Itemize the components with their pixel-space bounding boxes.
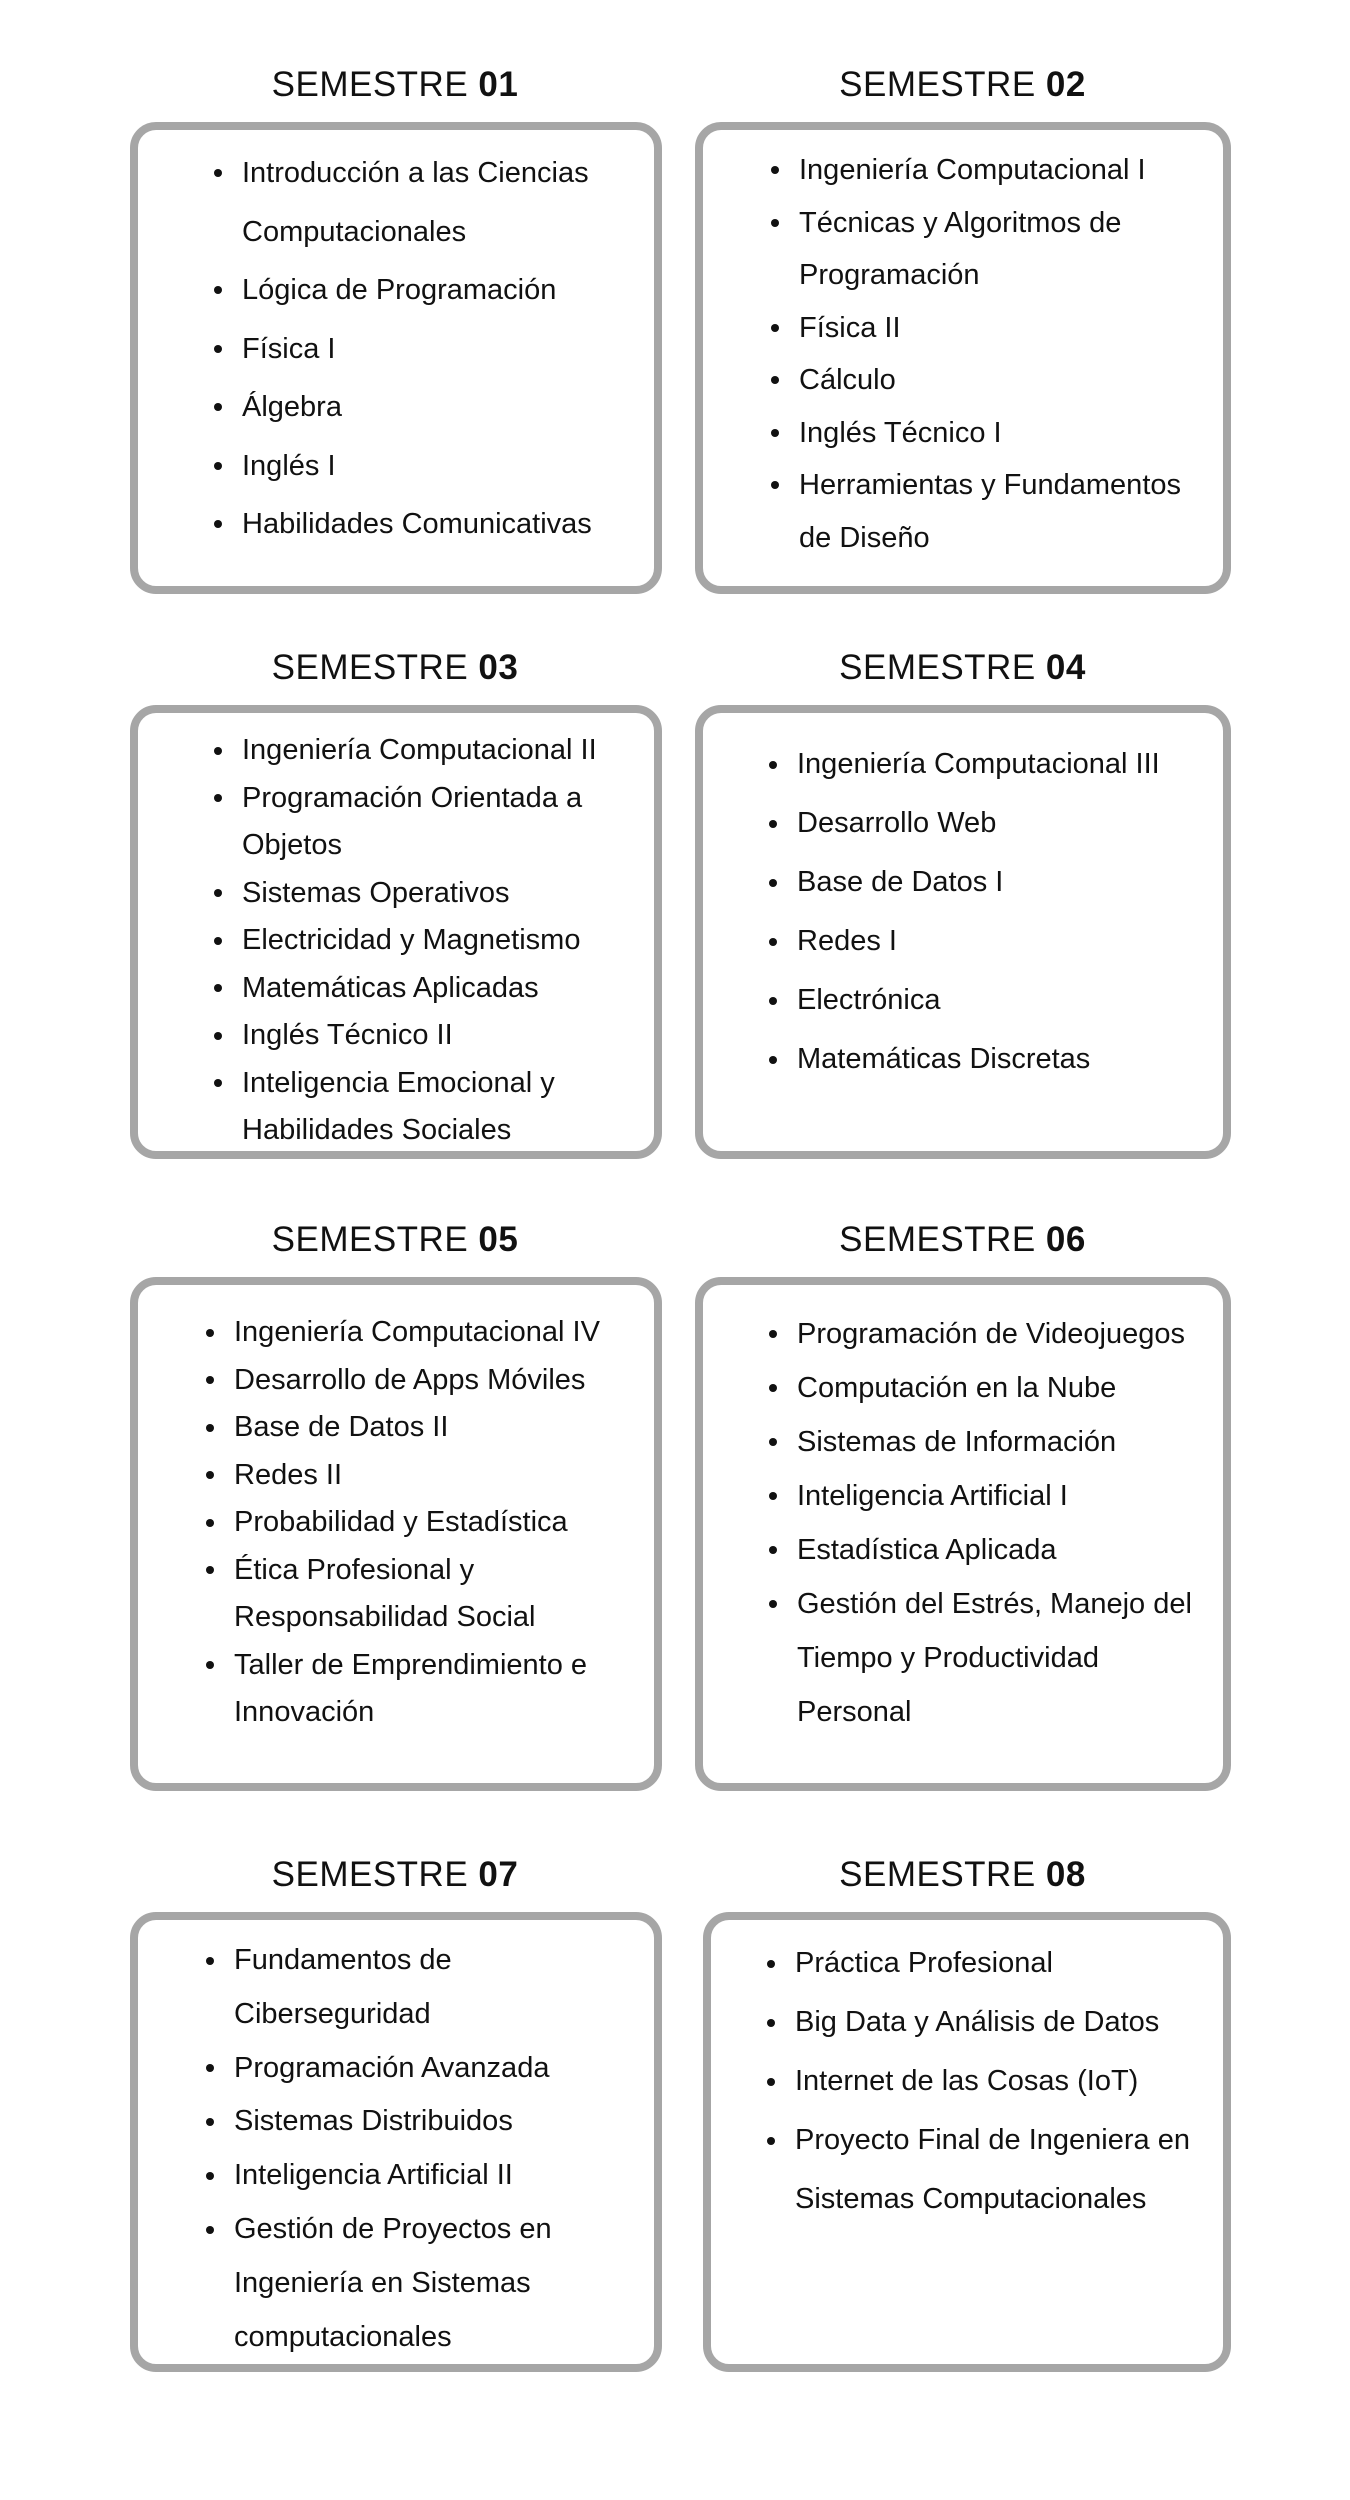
course-item: Gestión del Estrés, Manejo del Tiempo y Productividad Personal: [765, 1577, 1199, 1739]
course-item: Electrónica: [765, 971, 1199, 1030]
semester-label: SEMESTRE: [271, 1855, 469, 1894]
course-item: Gestión de Proyectos en Ingeniería en Sistemas computacionales: [202, 2203, 630, 2364]
course-item: Ingeniería Computacional III: [765, 735, 1199, 794]
semester-number: 08: [1045, 1855, 1086, 1894]
course-list: [202, 1934, 630, 2364]
semester-label: SEMESTRE: [271, 648, 469, 687]
semester-card-01: [130, 122, 662, 594]
semester-label: SEMESTRE: [271, 1220, 469, 1259]
course-item: Proyecto Final de Ingeniera en Sistemas Computacionales: [763, 2111, 1199, 2229]
course-item: Programación Avanzada: [202, 2042, 630, 2096]
semester-card-04: [695, 705, 1231, 1159]
course-list: [765, 1307, 1199, 1739]
course-item: Matemáticas Discretas: [765, 1030, 1199, 1089]
course-item: Computación en la Nube: [765, 1361, 1199, 1415]
course-list: [763, 1934, 1199, 2229]
course-list: [767, 144, 1199, 564]
semester-label: SEMESTRE: [839, 1220, 1036, 1259]
course-item: Física II: [767, 302, 1199, 355]
semester-title-03: [130, 648, 660, 688]
course-item: Física I: [210, 320, 630, 379]
semester-number: 04: [1045, 648, 1086, 687]
course-item: Inglés Técnico I: [767, 407, 1199, 460]
course-item: Base de Datos I: [765, 853, 1199, 912]
course-item: Inteligencia Artificial II: [202, 2149, 630, 2203]
course-item: Técnicas y Algoritmos de Programación: [767, 197, 1199, 302]
course-item: Habilidades Comunicativas: [210, 495, 630, 554]
course-item: Sistemas de Información: [765, 1415, 1199, 1469]
course-item: Ingeniería Computacional I: [767, 144, 1199, 197]
semester-card-03: [130, 705, 662, 1159]
semester-card-02: [695, 122, 1231, 594]
course-item: Cálculo: [767, 354, 1199, 407]
semester-title-07: [130, 1855, 660, 1895]
course-item: Sistemas Operativos: [210, 870, 630, 918]
course-list: [202, 1309, 630, 1737]
course-item: Lógica de Programación: [210, 261, 630, 320]
semester-label: SEMESTRE: [839, 65, 1036, 104]
course-item: Redes II: [202, 1452, 630, 1500]
semester-card-06: [695, 1277, 1231, 1791]
semester-label: SEMESTRE: [271, 65, 469, 104]
course-item: Desarrollo de Apps Móviles: [202, 1357, 630, 1405]
course-item: Inteligencia Artificial I: [765, 1469, 1199, 1523]
semester-label: SEMESTRE: [839, 648, 1036, 687]
course-item: Inglés I: [210, 437, 630, 496]
course-item: Desarrollo Web: [765, 794, 1199, 853]
semester-number: 05: [478, 1220, 519, 1259]
course-item: Internet de las Cosas (IoT): [763, 2052, 1199, 2111]
course-item: Taller de Emprendimiento e Innovación: [202, 1642, 630, 1737]
semester-number: 07: [478, 1855, 519, 1894]
semester-card-08: [703, 1912, 1231, 2372]
course-item: Práctica Profesional: [763, 1934, 1199, 1993]
semester-number: 06: [1045, 1220, 1086, 1259]
semester-number: 01: [478, 65, 519, 104]
course-item: Herramientas y Fundamentos de Diseño: [767, 459, 1199, 564]
semester-title-04: [695, 648, 1230, 688]
course-item: Estadística Aplicada: [765, 1523, 1199, 1577]
course-item: Base de Datos II: [202, 1404, 630, 1452]
course-item: Probabilidad y Estadística: [202, 1499, 630, 1547]
course-item: Big Data y Análisis de Datos: [763, 1993, 1199, 2052]
course-item: Álgebra: [210, 378, 630, 437]
semester-title-08: [695, 1855, 1230, 1895]
semester-number: 03: [478, 648, 519, 687]
semester-title-05: [130, 1220, 660, 1260]
course-item: Sistemas Distribuidos: [202, 2095, 630, 2149]
semester-title-06: [695, 1220, 1230, 1260]
semester-number: 02: [1045, 65, 1086, 104]
course-list: [210, 144, 630, 554]
course-item: Inglés Técnico II: [210, 1012, 630, 1060]
course-item: Ingeniería Computacional II: [210, 727, 630, 775]
semester-title-02: [695, 65, 1230, 105]
course-item: Inteligencia Emocional y Habilidades Sociales: [210, 1060, 630, 1155]
course-item: Electricidad y Magnetismo: [210, 917, 630, 965]
course-item: Programación Orientada a Objetos: [210, 775, 630, 870]
course-item: Introducción a las Ciencias Computacionales: [210, 144, 630, 261]
course-list: [765, 735, 1199, 1089]
course-item: Matemáticas Aplicadas: [210, 965, 630, 1013]
course-item: Programación de Videojuegos: [765, 1307, 1199, 1361]
semester-title-01: [130, 65, 660, 105]
course-item: Ingeniería Computacional IV: [202, 1309, 630, 1357]
semester-label: SEMESTRE: [839, 1855, 1036, 1894]
course-item: Ética Profesional y Responsabilidad Social: [202, 1547, 630, 1642]
course-item: Redes I: [765, 912, 1199, 971]
semester-card-07: [130, 1912, 662, 2372]
course-list: [210, 727, 630, 1155]
semester-card-05: [130, 1277, 662, 1791]
course-item: Fundamentos de Ciberseguridad: [202, 1934, 630, 2042]
